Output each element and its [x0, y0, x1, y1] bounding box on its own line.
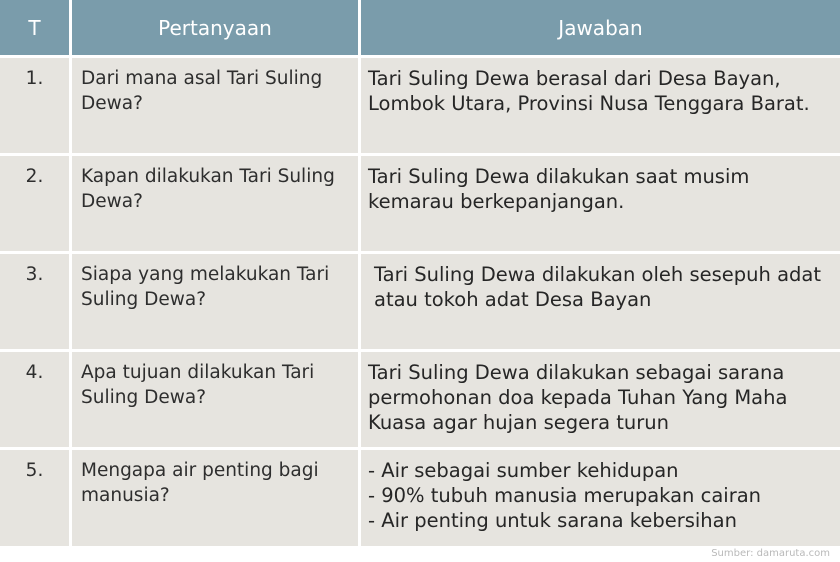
row-5-number: 5. — [0, 450, 72, 546]
row-2-question: Kapan dilakukan Tari Suling Dewa? — [72, 156, 361, 254]
row-1-answer: Tari Suling Dewa berasal dari Desa Bayan, Lombok Utara, Provinsi Nusa Tenggara Barat. — [361, 58, 840, 156]
header-question: Pertanyaan — [72, 0, 361, 58]
row-2-answer: Tari Suling Dewa dilakukan saat musim kemarau berkepanjangan. — [361, 156, 840, 254]
row-5-answer-item: - Air sebagai sumber kehidupan — [368, 459, 679, 482]
row-2-number: 2. — [0, 156, 72, 254]
row-4-number: 4. — [0, 352, 72, 450]
header-answer: Jawaban — [361, 0, 840, 58]
row-1-question: Dari mana asal Tari Suling Dewa? — [72, 58, 361, 156]
row-3-number: 3. — [0, 254, 72, 352]
row-5-question: Mengapa air penting bagi manusia? — [72, 450, 361, 546]
row-5-answer-item: - 90% tubuh manusia merupakan cairan — [368, 484, 762, 507]
row-5-answer — [361, 450, 840, 546]
source-credit: Sumber: damaruta.com — [711, 548, 830, 559]
row-4-answer: Tari Suling Dewa dilakukan sebagai sarana permohonan doa kepada Tuhan Yang Maha Kuasa agar hujan segera turun — [361, 352, 840, 450]
header-number: T — [0, 0, 72, 58]
row-3-answer: Tari Suling Dewa dilakukan oleh sesepuh adat atau tokoh adat Desa Bayan — [361, 254, 840, 352]
row-5-answer-item: - Air penting untuk sarana kebersihan — [368, 509, 737, 532]
row-4-question: Apa tujuan dilakukan Tari Suling Dewa? — [72, 352, 361, 450]
row-1-number: 1. — [0, 58, 72, 156]
row-3-question: Siapa yang melakukan Tari Suling Dewa? — [72, 254, 361, 352]
